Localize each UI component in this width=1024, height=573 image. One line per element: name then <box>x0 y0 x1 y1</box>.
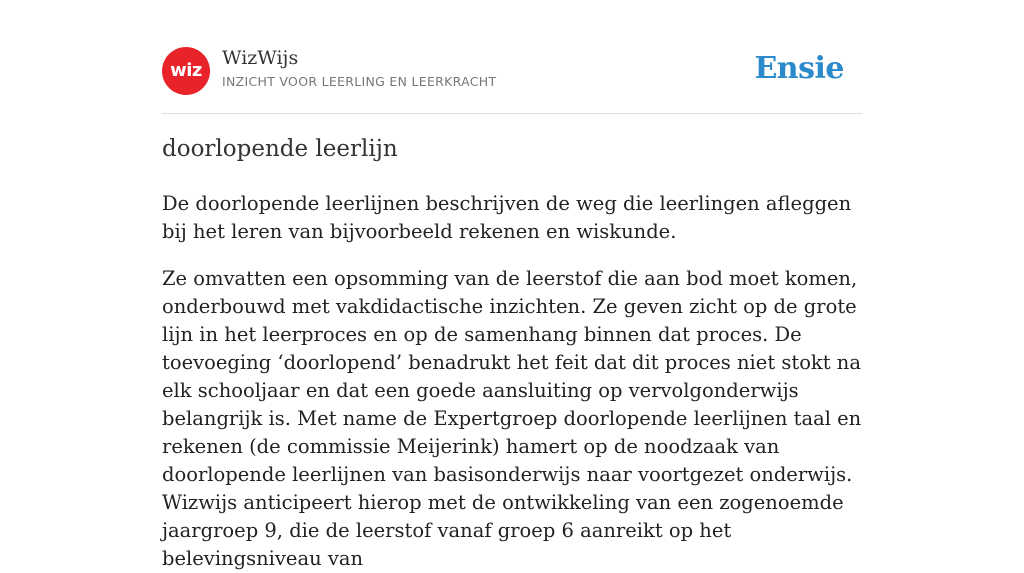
ensie-logo[interactable]: Ensie <box>754 51 844 86</box>
brand-tagline: INZICHT VOOR LEERLING EN LEERKRACHT <box>222 74 497 89</box>
header <box>162 47 862 114</box>
wizwijs-logo[interactable] <box>162 47 210 95</box>
article-title: doorlopende leerlijn <box>162 136 398 162</box>
article-paragraph-1: De doorlopende leerlijnen beschrijven de weg die leerlingen afleggen bij het leren van bijvoorbeeld rekenen en wiskunde. <box>162 192 852 243</box>
article-paragraph-2: Ze omvatten een opsomming van de leerstof die aan bod moet komen, onderbouwd met vakdidactische inzichten. Ze geven zicht op de grote lijn in het leerproces en op de samenhang binnen dat proces. De toevoeging ‘doorlopend’ benadrukt het feit dat dit proces niet stokt na elk schooljaar en dat een goede aansluiting op vervolgonderwijs belangrijk is. Met name de Expertgroep doorlopende leerlijnen taal en rekenen (de commissie Meijerink) hamert op de noodzaak van doorlopende leerlijnen van basisonderwijs naar voortgezet onderwijs. Wizwijs anticipeert hierop met de ontwikkeling van een zogenoemde jaargroep 9, die de leerstof vanaf groep 6 aanreikt op het belevingsniveau van <box>162 267 862 570</box>
logo-text: wiz <box>170 59 202 81</box>
brand-name[interactable]: WizWijs <box>222 47 299 69</box>
